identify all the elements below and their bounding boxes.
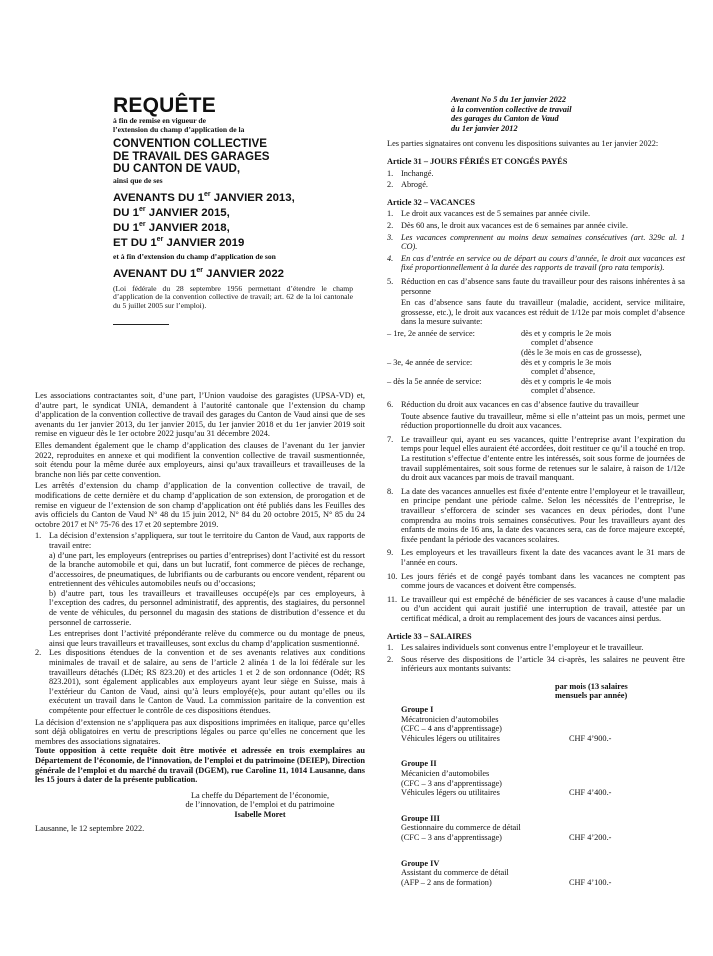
article-33-item-1: 1. Les salaires individuels sont convenus entre l’employeur et le travailleur.	[387, 643, 644, 653]
article-32-item-5-detail: En cas d’absence sans faute du travailleur (maladie, accident, service militaire, grossesse, etc.), le droit aux vacances est réduit de 1/12e par mois complet d’absence dans la mesure suivante:	[401, 298, 685, 327]
loi-note: (Loi fédérale du 28 septembre 1956 permettant d’étendre le champ d’application de la convention collective de travail; art. 62 de la loi cantonale du 5 juillet 2005 sur l’emploi).	[113, 283, 353, 310]
parties-intro: Les parties signataires ont convenu les dispositions suivantes au 1er janvier 2022:	[387, 139, 659, 149]
salary-column-header: par mois (13 salaires mensuels par année)	[555, 681, 628, 701]
article-32-item-7: 7. Le travailleur qui, ayant eu ses vacances, quitte l’entreprise avant l’expiration du temps pour lequel elles auraient été accordées, doit restituer ce qu’il a touché en trop. La restitution s’effectue d’entente entre les intéressés, soit sous forme de journées de travail supplémentaires, soit sous forme de retenues sur le salaire, à raison de 1/12e du droit aux vacances par mois de travail manquant.	[387, 434, 685, 483]
article-31-title: Article 31 – JOURS FÉRIÉS ET CONGÉS PAYÉS	[387, 156, 568, 166]
signature-block	[35, 791, 365, 820]
article-31-item-2: 2. Abrogé.	[387, 180, 428, 190]
article-32-item-10: 10. Les jours fériés et de congé payés tombant dans les vacances ne comptent pas comme jours de vacances et doivent être compensés.	[387, 571, 685, 591]
separator-rule	[113, 324, 169, 325]
para-associations: Les associations contractantes soit, d’une part, l’Union vaudoise des garagistes (UPSA-VD) et, d’autre part, le syndicat UNIA, demandent à l’autorité cantonale que l’extension du champ d’application de la convention collective de travail des garages du Canton de Vaud ainsi que de ses avenants du 1er janvier 2013, du 1er janvier 2015, du 1er janvier 2018 et du 1er janvier 2019 soit remise en vigueur dès le 1er octobre 2022 jusqu’au 31 décembre 2024.	[35, 391, 365, 439]
leave-row-3: – dès la 5e année de service: dès et y compris le 4e mois complet d’absence.	[387, 376, 612, 396]
left-column	[35, 94, 365, 833]
avenant-header-line-1: Avenant No 5 du 1er janvier 2022	[451, 95, 567, 104]
signature-name: Isabelle Moret	[234, 809, 286, 819]
avenant-header-line-4: du 1er janvier 2012	[451, 123, 518, 133]
avenant-line-4: ET DU 1er JANVIER 2019	[113, 236, 245, 249]
date-line: Lausanne, le 12 septembre 2022.	[35, 823, 145, 833]
para-demande: Elles demandent également que le champ d’application des clauses de l’avenant du 1er janvier 2022, reproduites en annexe et qui modifient la convention collective de travail susmentionnée, soit étendu pour la même durée aux employeurs, ainsi qu’aux travailleurs et travailleuses de la branche non liés par cette convention.	[35, 440, 365, 479]
cct-line-1: CONVENTION COLLECTIVE	[113, 137, 267, 151]
article-32-item-8: 8. La date des vacances annuelles est fixée d’entente entre l’employeur et le travailleur, en principe pendant une période calme. Selon les nécessités de l’entreprise, le travailleur s’efforcera de scinder ses vacances en deux périodes, dont l’une comprendra au moins trois semaines consécutives. Pour les travailleurs ayant des enfants de moins de 16 ans, la date des vacances sera, cas de force majeure excepté, fixée pendant la période des vacances scolaires.	[387, 486, 685, 544]
requete-body	[35, 391, 365, 833]
item-1a: a) d’une part, les employeurs (entreprises ou parties d’entreprises) dont l’activité est du ressort de la branche automobile et qui, dans un but lucratif, font commerce de pièces de rechange, d’accessoires, de pneumatiques, de lubrifiants ou de carburants ou encore vendent, réparent ou entretiennent des véhicules automobiles neufs ou d’occasions;	[49, 550, 365, 589]
extension-line: et à fin d’extension du champ d’application de son	[113, 252, 276, 261]
article-31-item-1: 1. Inchangé.	[387, 168, 434, 178]
article-32-item-6: 6. Réduction du droit aux vacances en cas d’absence fautive du travailleur	[387, 400, 639, 410]
salary-group-1: Groupe I Mécatronicien d’automobiles (CFC – 4 ans d’apprentissage) Véhicules légers ou utilitaires CHF 4’900.-	[401, 705, 612, 743]
item-2: 2. Les dispositions étendues de la convention et de ses avenants relatives aux conditions minimales de travail et de salaire, au sens de l’article 2 alinéa 1 de la loi fédérale sur les travailleurs détachés (LDét; RS 823.20) et des articles 1 et 2 de son ordonnance (Odét; RS 823.201), sont également applicables aux employeurs ayant leur siège en Suisse, mais à l’extérieur du Canton de Vaud, ainsi qu’à leurs employé(e)s, pour autant qu’elles ou ils exécutent un travail dans le Canton de Vaud. La commission paritaire de la convention est compétente pour effectuer le contrôle de ces dispositions étendues.	[35, 648, 365, 715]
salary-table	[387, 705, 685, 887]
leave-row-1: – 1re, 2e année de service: dès et y compris le 2e mois complet d’absence (dès le 3e mois en cas de grossesse),	[387, 328, 642, 358]
para-opposition: Toute opposition à cette requête doit être motivée et adressée en trois exemplaires au Département de l’économie, de l’innovation, de l’emploi et du patrimoine (DEIEP), Direction générale de l’emploi et du marché du travail (DGEM), rue Caroline 11, 1014 Lausanne, dans les 15 jours à dater de la présente publication.	[35, 746, 365, 785]
article-32-item-4: 4. En cas d’entrée en service ou de départ au cours d’année, le droit aux vacances est fixé proportionnellement à la durée des rapports de travail (pro rata temporis).	[387, 253, 685, 273]
requete-header	[113, 95, 353, 325]
avenant-line-3: DU 1er JANVIER 2018,	[113, 221, 230, 234]
article-32-title: Article 32 – VACANCES	[387, 197, 475, 207]
item-1: 1. La décision d’extension s’appliquera, sur tout le territoire du Canton de Vaud, aux rapports de travail entre:	[35, 531, 365, 550]
avenant-header	[387, 95, 685, 133]
salary-group-2: Groupe II Mécanicien d’automobiles (CFC – 3 ans d’apprentissage) Véhicules légers ou utilitaires CHF 4’400.-	[401, 759, 612, 798]
signature-line-1: La cheffe du Département de l’économie,	[190, 790, 330, 800]
item-1b: b) d’autre part, tous les travailleurs et travailleuses occupé(e)s par ces employeurs, à l’exception des cadres, du personnel administratif, des apprentis, des stagiaires, du personnel de vente de véhicules, du personnel du magasin des stations de distribution d’essence et du personnel de carrosserie.	[49, 588, 365, 627]
leave-row-2: – 3e, 4e année de service: dès et y compris le 3e mois complet d’absence,	[387, 357, 612, 377]
para-arretes: Les arrêtés d’extension du champ d’application de la convention collective de travail, de modifications de cette dernière et du champ d’application de son extension, de prorogation et de remise en vigueur de l’extension de son champ d’application ont été publiés dans les Feuilles des avis officiels du Canton de Vaud N° 48 du 15 juin 2012, N° 84 du 20 octobre 2015, N° 85 du 24 octobre 2017 et N° 75-76 des 17 et 20 septembre 2019.	[35, 481, 365, 529]
avenant-2022-title: AVENANT DU 1er JANVIER 2022	[113, 266, 284, 280]
article-32-item-6-detail: Toute absence fautive du travailleur, même si elle n’atteint pas un mois, permet une réduction proportionnelle du droit aux vacances.	[401, 411, 685, 431]
article-32-item-11: 11. Le travailleur qui est empêché de bénéficier de ses vacances à cause d’une maladie ou d’un accident qui aurait justifié une interruption de travail, attestée par un certificat médical, a droit au remplacement des jours de vacances ainsi perdus.	[387, 594, 685, 623]
para-italique: La décision d’extension ne s’appliquera pas aux dispositions imprimées en italique, parce qu’elles sont déjà obligatoires en vertu de prescriptions légales ou parce qu’elles ne concernent que les membres des associations signataires.	[35, 717, 365, 746]
article-33-title: Article 33 – SALAIRES	[387, 631, 472, 641]
right-column	[387, 95, 685, 887]
article-32-item-2: 2. Dès 60 ans, le droit aux vacances est de 6 semaines par année civile.	[387, 220, 628, 230]
article-33-item-2: 2. Sous réserve des dispositions de l’article 34 ci-après, les salaires ne peuvent être inférieurs aux montants suivants:	[387, 654, 685, 674]
avenant-header-line-3: des garages du Canton de Vaud	[451, 114, 559, 124]
article-32-item-9: 9. Les employeurs et les travailleurs fixent la date des vacances avant le 31 mars de l’année en cours.	[387, 548, 685, 567]
intro-line-2: l’extension du champ d’application de la	[113, 124, 245, 134]
article-32-item-5: 5. Réduction en cas d’absence sans faute du travailleur pour des raisons inhérentes à sa personne	[387, 276, 685, 296]
signature-line-2: de l’innovation, de l’emploi et du patrimoine	[185, 800, 335, 810]
avenant-line-2: DU 1er JANVIER 2015,	[113, 206, 230, 219]
salary-group-4: Groupe IV Assistant du commerce de détail (AFP – 2 ans de formation) CHF 4’100.-	[401, 858, 612, 887]
salary-group-3: Groupe III Gestionnaire du commerce de détail (CFC – 3 ans d’apprentissage) CHF 4’200.-	[401, 813, 612, 842]
ainsi-line: ainsi que de ses	[113, 176, 163, 186]
article-32-item-3: 3. Les vacances comprennent au moins deux semaines consécutives (art. 329c al. 1 CO).	[387, 232, 685, 252]
cct-line-3: DU CANTON DE VAUD,	[113, 162, 241, 175]
avenant-line-1: AVENANTS DU 1er JANVIER 2013,	[113, 191, 295, 204]
requete-title: REQUÊTE	[113, 94, 216, 117]
article-32-item-1: 1. Le droit aux vacances est de 5 semaines par année civile.	[387, 209, 591, 219]
intro-line-1: à fin de remise en vigueur de	[113, 116, 206, 125]
cct-line-2: DE TRAVAIL DES GARAGES	[113, 149, 270, 163]
item-1c: Les entreprises dont l’activité prépondérante relève du commerce ou du montage de pneus, ainsi que leurs travailleurs et travailleuses, sont exclus du champ d’application susmentionné.	[49, 629, 365, 648]
avenant-header-line-2: à la convention collective de travail	[451, 104, 572, 114]
